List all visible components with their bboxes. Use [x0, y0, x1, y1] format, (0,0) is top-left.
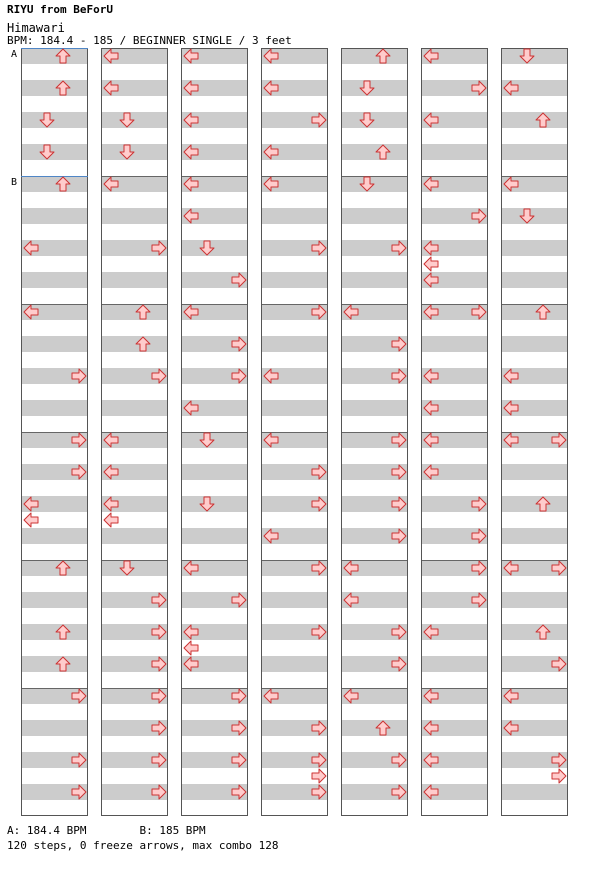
beat-band: [421, 336, 488, 352]
beat-band: [501, 336, 568, 352]
beat-band: [261, 656, 328, 672]
bpm-marker-label: B: [11, 177, 18, 188]
song-name: Himawari: [7, 21, 65, 35]
beat-band: [101, 400, 168, 416]
beat-band: [261, 592, 328, 608]
chart-column: [181, 48, 248, 816]
beat-band: [501, 496, 568, 512]
beat-band: [261, 208, 328, 224]
beat-band: [21, 80, 88, 96]
beat-band: [501, 592, 568, 608]
beat-band: [341, 144, 408, 160]
beat-band: [21, 176, 88, 192]
beat-band: [341, 272, 408, 288]
beat-band: [21, 48, 88, 64]
bpm-legend: A: 184.4 BPM B: 185 BPM: [7, 824, 206, 837]
beat-band: [101, 272, 168, 288]
beat-band: [101, 304, 168, 320]
chart-column: [101, 48, 168, 816]
beat-band: [501, 784, 568, 800]
chart-info: BPM: 184.4 - 185 / BEGINNER SINGLE / 3 feet: [7, 34, 292, 47]
beat-band: [21, 208, 88, 224]
bpm-marker-label: A: [11, 49, 18, 60]
beat-band: [501, 304, 568, 320]
beat-band: [21, 336, 88, 352]
beat-band: [421, 656, 488, 672]
beat-band: [341, 48, 408, 64]
beat-band: [181, 464, 248, 480]
beat-band: [21, 720, 88, 736]
beat-band: [261, 272, 328, 288]
beat-band: [21, 528, 88, 544]
stats-line: 120 steps, 0 freeze arrows, max combo 128: [7, 839, 279, 852]
beat-band: [261, 400, 328, 416]
beat-band: [501, 464, 568, 480]
beat-band: [341, 720, 408, 736]
beat-band: [501, 624, 568, 640]
page-title: RIYU from BeForU: [7, 3, 113, 16]
beat-band: [501, 112, 568, 128]
beat-band: [341, 400, 408, 416]
beat-band: [181, 528, 248, 544]
beat-band: [501, 240, 568, 256]
beat-band: [101, 528, 168, 544]
beat-band: [21, 592, 88, 608]
beat-band: [101, 208, 168, 224]
beat-band: [21, 624, 88, 640]
beat-band: [501, 272, 568, 288]
chart-column: [21, 48, 88, 816]
beat-band: [101, 336, 168, 352]
beat-band: [341, 208, 408, 224]
beat-band: [421, 144, 488, 160]
beat-band: [501, 528, 568, 544]
beat-band: [261, 336, 328, 352]
beat-band: [21, 400, 88, 416]
beat-band: [21, 656, 88, 672]
beat-band: [21, 560, 88, 576]
beat-band: [21, 272, 88, 288]
beat-band: [501, 144, 568, 160]
